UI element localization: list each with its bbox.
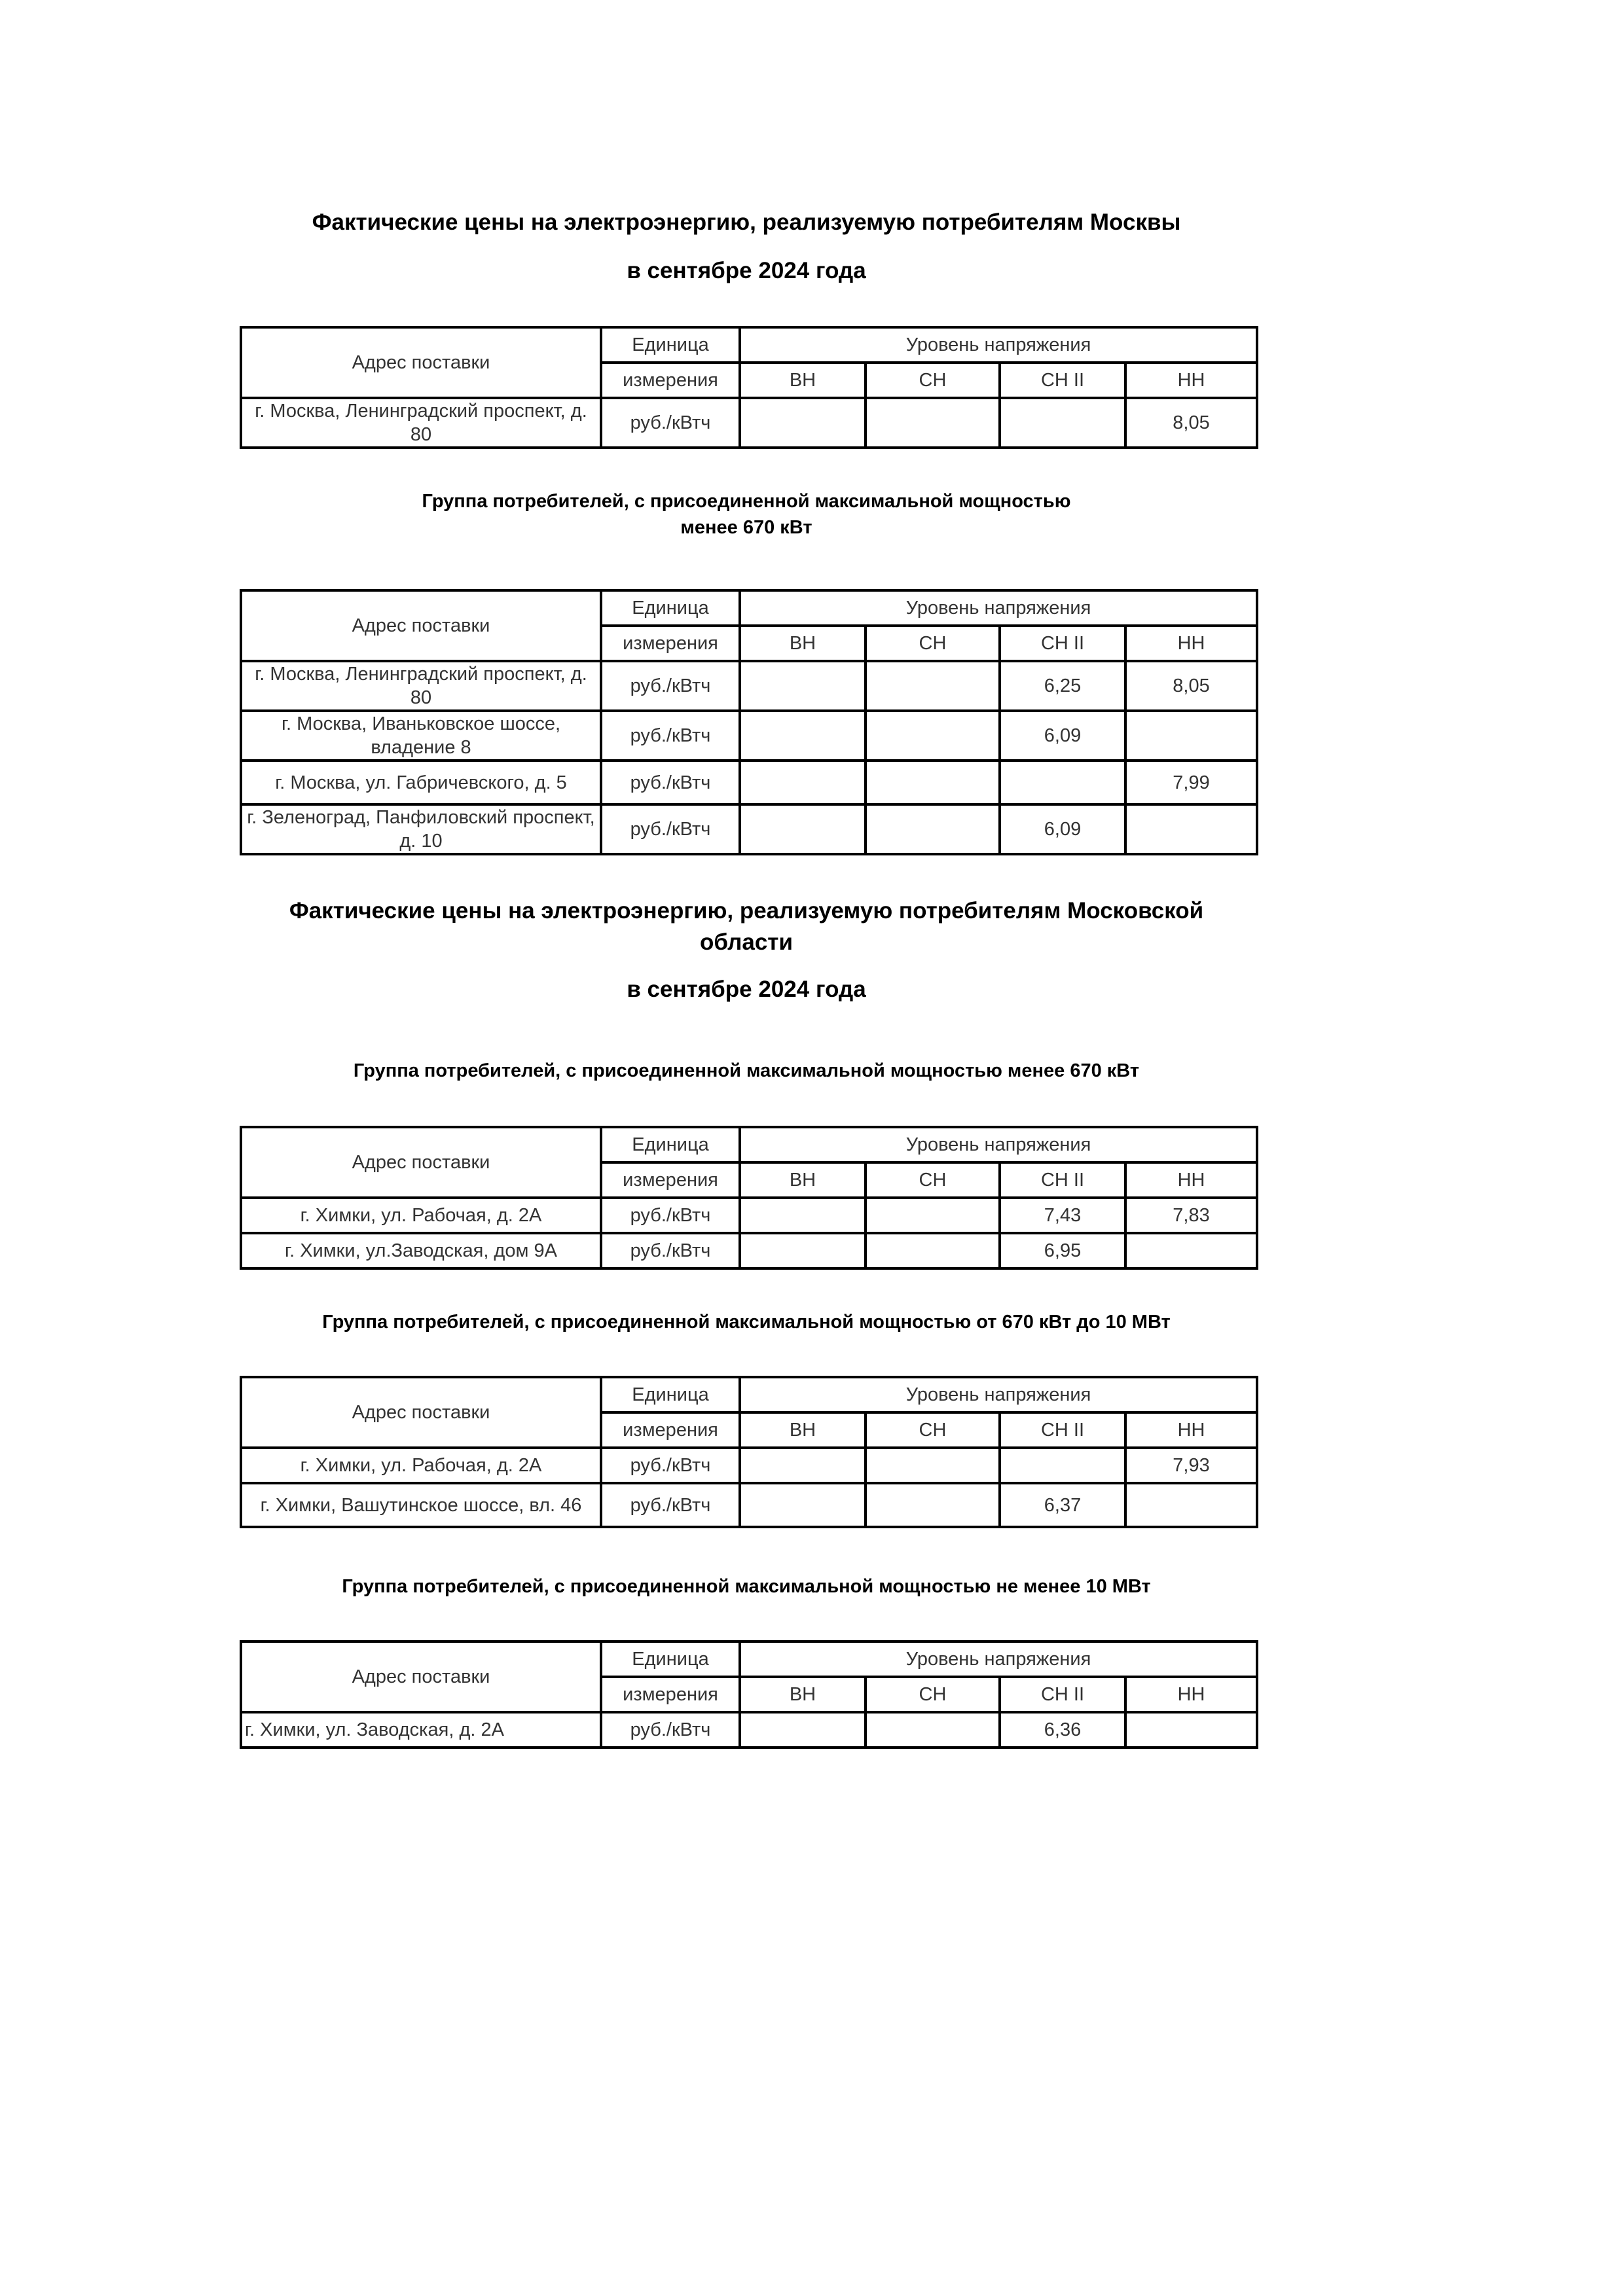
moscow-group1-title-line1: Группа потребителей, с присоединенной максимальной мощностью [422,491,1071,512]
table-row [241,711,1257,761]
header-voltage-level: Уровень напряжения [740,327,1257,363]
cell-nn: 7,99 [1125,761,1257,804]
cell-nn [1125,1483,1257,1527]
cell-vn [740,1712,866,1748]
cell-sn [866,1448,1000,1483]
header-sn2: СН II [1000,626,1125,661]
table-row [241,1448,1257,1483]
cell-unit: руб./кВтч [601,761,740,804]
cell-unit: руб./кВтч [601,398,740,448]
header-sn2: СН II [1000,1412,1125,1448]
header-voltage-level: Уровень напряжения [740,1641,1257,1677]
cell-nn: 7,83 [1125,1198,1257,1233]
table-row [241,1712,1257,1748]
cell-sn [866,711,1000,761]
oblast-group3-title: Группа потребителей, с присоединенной максимальной мощностью не менее 10 МВт [342,1576,1151,1597]
cell-address: г. Химки, Вашутинское шоссе, вл. 46 [241,1483,601,1527]
header-sn: СН [866,626,1000,661]
cell-sn [866,1712,1000,1748]
cell-address: г. Москва, Иваньковское шоссе, владение 8 [241,711,601,761]
table-row [241,398,1257,448]
cell-sn2 [1000,398,1125,448]
cell-nn [1125,1712,1257,1748]
header-unit-line1: Единица [601,590,740,626]
cell-sn [866,661,1000,711]
oblast-title-line1: Фактические цены на электроэнергию, реализуемую потребителям Московской [289,898,1204,924]
table-row [241,761,1257,804]
header-voltage-level: Уровень напряжения [740,590,1257,626]
moscow-title-line2: в сентябре 2024 года [627,258,866,283]
cell-vn [740,711,866,761]
cell-address: г. Химки, ул. Рабочая, д. 2А [241,1448,601,1483]
cell-unit: руб./кВтч [601,1483,740,1527]
cell-vn [740,1483,866,1527]
cell-nn [1125,804,1257,854]
cell-sn2: 6,95 [1000,1233,1125,1268]
header-vn: ВН [740,626,866,661]
cell-unit: руб./кВтч [601,804,740,854]
cell-address: г. Химки, ул. Рабочая, д. 2А [241,1198,601,1233]
header-nn: НН [1125,1677,1257,1712]
cell-vn [740,1448,866,1483]
oblast-price-table-1 [240,1126,1258,1270]
oblast-title-line3: в сентябре 2024 года [627,977,866,1002]
cell-address: г. Химки, ул.Заводская, дом 9А [241,1233,601,1268]
table-row [241,1233,1257,1268]
cell-sn2: 6,37 [1000,1483,1125,1527]
cell-sn2: 7,43 [1000,1198,1125,1233]
header-sn2: СН II [1000,1677,1125,1712]
header-sn: СН [866,1677,1000,1712]
oblast-group2-title: Группа потребителей, с присоединенной максимальной мощностью от 670 кВт до 10 МВт [322,1312,1171,1333]
cell-sn2: 6,09 [1000,804,1125,854]
header-vn: ВН [740,1162,866,1198]
header-unit-line2: измерения [601,1162,740,1198]
cell-nn: 8,05 [1125,398,1257,448]
cell-sn2 [1000,1448,1125,1483]
cell-unit: руб./кВтч [601,1712,740,1748]
header-unit-line1: Единица [601,1641,740,1677]
header-sn2: СН II [1000,1162,1125,1198]
table-row [241,804,1257,854]
header-unit-line1: Единица [601,1377,740,1412]
oblast-group1-title: Группа потребителей, с присоединенной максимальной мощностью менее 670 кВт [353,1060,1140,1081]
cell-unit: руб./кВтч [601,711,740,761]
cell-sn2: 6,09 [1000,711,1125,761]
cell-sn2: 6,25 [1000,661,1125,711]
header-voltage-level: Уровень напряжения [740,1127,1257,1162]
header-vn: ВН [740,363,866,398]
cell-vn [740,1233,866,1268]
cell-sn [866,1233,1000,1268]
cell-unit: руб./кВтч [601,1233,740,1268]
header-sn: СН [866,1162,1000,1198]
header-address: Адрес поставки [241,1641,601,1712]
oblast-price-table-2 [240,1376,1258,1528]
cell-sn [866,398,1000,448]
header-nn: НН [1125,626,1257,661]
moscow-price-table-1 [240,326,1258,449]
cell-address: г. Химки, ул. Заводская, д. 2А [241,1712,601,1748]
header-address: Адрес поставки [241,1127,601,1198]
header-sn: СН [866,1412,1000,1448]
cell-sn [866,761,1000,804]
header-sn: СН [866,363,1000,398]
cell-vn [740,661,866,711]
header-voltage-level: Уровень напряжения [740,1377,1257,1412]
moscow-price-table-2 [240,589,1258,855]
header-address: Адрес поставки [241,590,601,661]
cell-sn [866,804,1000,854]
cell-address: г. Москва, ул. Габричевского, д. 5 [241,761,601,804]
cell-sn2 [1000,761,1125,804]
moscow-title-line1: Фактические цены на электроэнергию, реализуемую потребителям Москвы [312,209,1181,235]
header-unit-line1: Единица [601,327,740,363]
table-row [241,1198,1257,1233]
header-unit-line1: Единица [601,1127,740,1162]
header-nn: НН [1125,1162,1257,1198]
oblast-title-line2: области [700,929,793,955]
cell-vn [740,1198,866,1233]
cell-sn [866,1198,1000,1233]
cell-vn [740,804,866,854]
header-address: Адрес поставки [241,1377,601,1448]
cell-vn [740,761,866,804]
cell-unit: руб./кВтч [601,1198,740,1233]
table-row [241,661,1257,711]
cell-address: г. Москва, Ленинградский проспект, д. 80 [241,398,601,448]
table-row [241,1483,1257,1527]
header-address: Адрес поставки [241,327,601,398]
cell-nn [1125,711,1257,761]
cell-sn [866,1483,1000,1527]
cell-nn [1125,1233,1257,1268]
cell-sn2: 6,36 [1000,1712,1125,1748]
cell-nn: 8,05 [1125,661,1257,711]
header-unit-line2: измерения [601,1412,740,1448]
header-vn: ВН [740,1412,866,1448]
cell-address: г. Москва, Ленинградский проспект, д. 80 [241,661,601,711]
cell-unit: руб./кВтч [601,661,740,711]
header-nn: НН [1125,1412,1257,1448]
cell-unit: руб./кВтч [601,1448,740,1483]
header-vn: ВН [740,1677,866,1712]
header-nn: НН [1125,363,1257,398]
header-unit-line2: измерения [601,363,740,398]
cell-vn [740,398,866,448]
header-unit-line2: измерения [601,626,740,661]
cell-nn: 7,93 [1125,1448,1257,1483]
oblast-price-table-3 [240,1640,1258,1749]
moscow-group1-title-line2: менее 670 кВт [680,517,812,538]
header-unit-line2: измерения [601,1677,740,1712]
header-sn2: СН II [1000,363,1125,398]
cell-address: г. Зеленоград, Панфиловский проспект, д. 10 [241,804,601,854]
